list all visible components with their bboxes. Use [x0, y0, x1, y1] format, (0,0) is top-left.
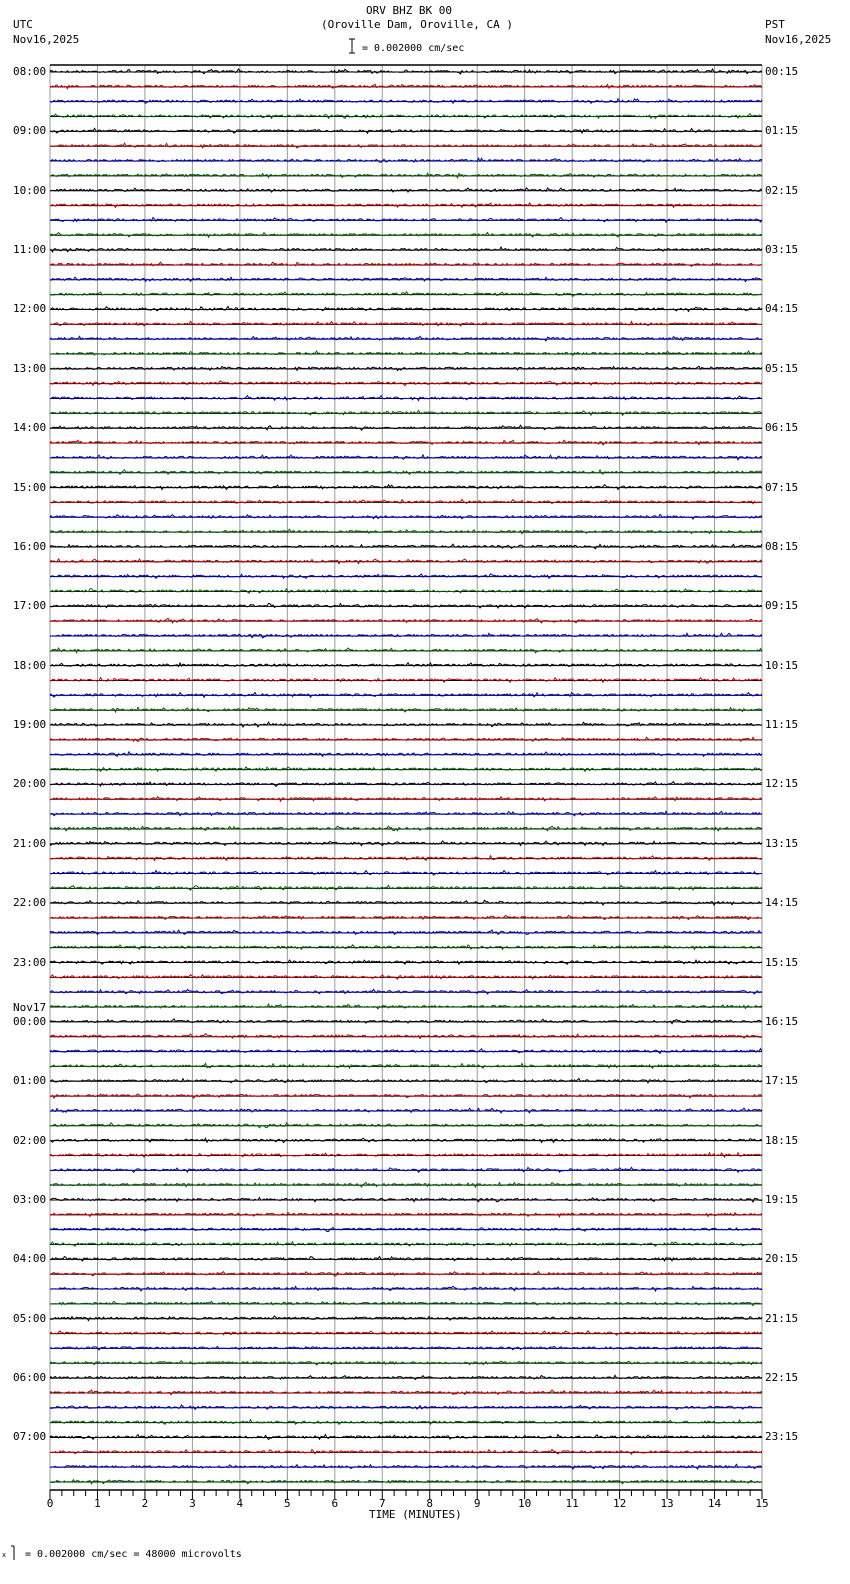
seismic-trace [50, 1079, 762, 1083]
scale-label: = 0.002000 cm/sec [362, 43, 465, 54]
seismic-trace [50, 514, 762, 519]
seismic-trace [50, 1375, 762, 1379]
utc-hour-label: 01:00 [13, 1074, 47, 1088]
pst-hour-label: 11:15 [765, 718, 799, 732]
seismic-trace [50, 1331, 762, 1335]
seismic-trace [50, 188, 762, 192]
seismic-trace [50, 767, 762, 772]
utc-hour-label: 19:00 [13, 718, 47, 732]
seismic-trace [50, 1420, 762, 1425]
pst-hour-label: 21:15 [765, 1311, 799, 1325]
seismic-trace [50, 1019, 762, 1024]
pst-hour-label: 02:15 [765, 183, 799, 197]
utc-hour-label: 00:00 [13, 1014, 47, 1028]
seismic-trace [50, 692, 762, 697]
seismic-trace [50, 618, 762, 623]
seismic-trace [50, 262, 762, 266]
seismic-trace [50, 158, 762, 162]
utc-hour-label: 17:00 [13, 599, 47, 613]
utc-hour-label: 08:00 [13, 65, 47, 78]
utc-hour-label: 23:00 [13, 955, 47, 969]
seismic-trace [50, 930, 762, 935]
utc-hour-label: 05:00 [13, 1311, 47, 1325]
pst-hour-label: 15:15 [765, 955, 799, 969]
pst-hour-label: 04:15 [765, 302, 799, 316]
pst-hour-label: 01:15 [765, 124, 799, 138]
seismic-trace [50, 440, 762, 445]
seismic-trace [50, 1227, 762, 1231]
x-tick-label: 5 [284, 1497, 291, 1510]
seismic-trace [50, 84, 762, 88]
x-tick-label: 3 [189, 1497, 196, 1510]
seismic-trace [50, 470, 762, 475]
utc-hour-label: 15:00 [13, 480, 47, 494]
x-tick-label: 7 [378, 1497, 386, 1510]
seismic-trace [50, 678, 762, 683]
x-tick-label: 6 [331, 1497, 339, 1510]
seismic-trace [50, 247, 762, 252]
seismic-trace [50, 722, 762, 727]
x-tick-label: 0 [46, 1497, 54, 1510]
seismic-trace [50, 811, 762, 815]
left-timezone: UTC [13, 18, 33, 31]
seismic-trace [50, 1153, 762, 1157]
seismic-trace [50, 633, 762, 638]
x-tick-label: 10 [518, 1497, 532, 1510]
pst-hour-label: 00:15 [765, 65, 799, 78]
pst-hour-label: 10:15 [765, 658, 799, 672]
utc-hour-label: 04:00 [13, 1252, 47, 1266]
seismic-trace [50, 499, 762, 503]
seismic-trace [50, 143, 762, 148]
seismic-trace [50, 1049, 762, 1054]
x-tick-label: 4 [236, 1497, 244, 1510]
seismic-trace [50, 752, 762, 757]
utc-hour-label: 06:00 [13, 1371, 47, 1385]
x-tick-label: 9 [473, 1497, 481, 1510]
seismic-trace [50, 589, 762, 594]
seismic-trace [50, 529, 762, 534]
seismic-trace [50, 707, 762, 712]
seismic-trace [50, 351, 762, 355]
seismic-trace [50, 574, 762, 579]
pst-hour-label: 17:15 [765, 1074, 799, 1088]
utc-hour-label: 14:00 [13, 421, 47, 435]
footer-prefix: x [2, 1551, 7, 1559]
right-date: Nov16,2025 [765, 33, 832, 46]
utc-hour-label: 22:00 [13, 896, 47, 910]
utc-hour-label: 18:00 [13, 658, 47, 672]
seismic-trace [50, 1257, 762, 1261]
seismic-trace [50, 128, 762, 133]
pst-hour-label: 22:15 [765, 1371, 799, 1385]
utc-hour-label: 16:00 [13, 539, 47, 553]
x-tick-label: 8 [426, 1497, 434, 1510]
utc-hour-label: 09:00 [13, 124, 47, 138]
utc-date-change-label: Nov17 [13, 1000, 47, 1014]
seismic-trace [50, 99, 762, 104]
x-tick-label: 11 [565, 1497, 579, 1510]
seismic-trace [50, 1034, 762, 1039]
x-tick-label: 12 [612, 1497, 627, 1510]
pst-hour-label: 19:15 [765, 1193, 799, 1206]
seismic-trace [50, 975, 762, 980]
seismic-trace [50, 218, 762, 223]
seismic-trace [50, 1004, 762, 1009]
seismic-trace [50, 885, 762, 890]
seismic-trace [50, 1063, 762, 1068]
seismic-trace [50, 900, 762, 905]
seismic-trace [50, 1301, 762, 1305]
pst-hour-label: 09:15 [765, 599, 799, 613]
utc-hour-label: 12:00 [13, 302, 47, 316]
utc-hour-label: 13:00 [13, 361, 47, 375]
utc-hour-label: 07:00 [13, 1430, 47, 1444]
footer-scale-label: = 0.002000 cm/sec = 48000 microvolts [25, 1549, 242, 1560]
seismic-trace [50, 989, 762, 994]
seismic-trace [50, 366, 762, 370]
pst-hour-label: 18:15 [765, 1133, 799, 1147]
left-date: Nov16,2025 [13, 33, 80, 46]
seismic-trace [50, 336, 762, 341]
pst-hour-label: 03:15 [765, 243, 799, 257]
seismic-trace [50, 915, 762, 919]
seismic-trace [50, 455, 762, 460]
seismic-trace [50, 425, 762, 430]
utc-hour-label: 20:00 [13, 777, 47, 791]
seismic-trace [50, 321, 762, 326]
x-tick-label: 2 [141, 1497, 149, 1510]
pst-hour-label: 05:15 [765, 361, 799, 375]
pst-hour-label: 14:15 [765, 896, 799, 910]
seismic-trace [50, 1435, 762, 1440]
seismic-trace [50, 841, 762, 846]
pst-hour-label: 23:15 [765, 1430, 799, 1444]
x-tick-label: 13 [660, 1497, 674, 1510]
pst-hour-label: 16:15 [765, 1014, 799, 1028]
utc-hour-label: 10:00 [13, 183, 47, 197]
pst-hour-label: 08:15 [765, 539, 799, 553]
utc-hour-label: 03:00 [13, 1193, 47, 1206]
right-timezone: PST [765, 18, 785, 31]
x-tick-label: 1 [94, 1497, 101, 1510]
pst-hour-label: 06:15 [765, 421, 799, 435]
x-tick-label: 15 [755, 1497, 769, 1510]
seismic-trace [50, 307, 762, 312]
utc-hour-label: 02:00 [13, 1133, 47, 1147]
seismic-trace [50, 871, 762, 876]
seismic-trace [50, 173, 762, 178]
station-title: ORV BHZ BK 00 [365, 4, 453, 17]
utc-hour-label: 11:00 [13, 243, 47, 257]
pst-hour-label: 13:15 [765, 836, 799, 850]
pst-hour-label: 12:15 [765, 777, 799, 791]
pst-hour-label: 20:15 [765, 1252, 799, 1266]
seismic-trace [50, 603, 762, 608]
station-location: (Oroville Dam, Oroville, CA ) [320, 18, 514, 31]
seismic-trace [50, 1405, 762, 1410]
x-tick-label: 14 [707, 1497, 722, 1510]
x-axis-label: TIME (MINUTES) [369, 1508, 462, 1521]
utc-hour-label: 21:00 [13, 836, 47, 850]
seismic-trace [50, 292, 762, 297]
pst-hour-label: 07:15 [765, 480, 799, 494]
seismic-trace [50, 1390, 762, 1395]
